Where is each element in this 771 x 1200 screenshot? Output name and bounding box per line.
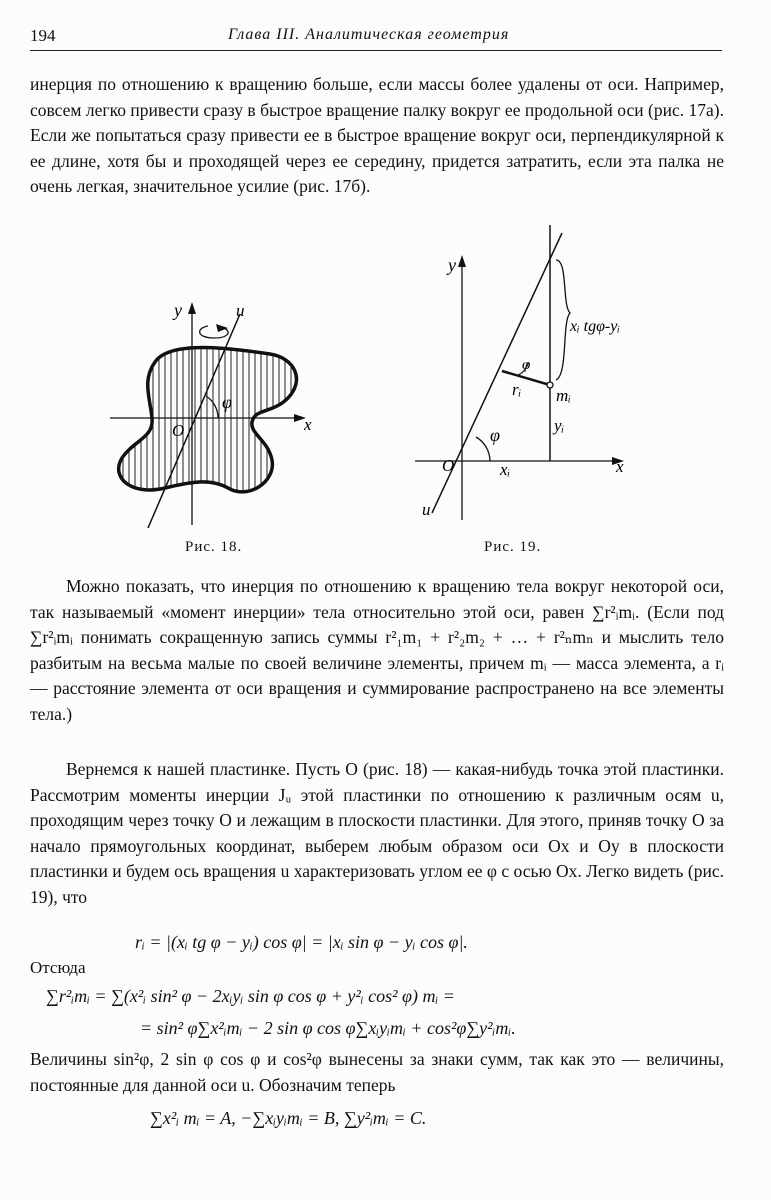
chapter-title: Глава III. Аналитическая геометрия <box>228 26 510 43</box>
label-otsyuda: Отсюда <box>30 958 86 977</box>
label-phi-top: φ <box>522 357 531 373</box>
page-header <box>30 24 722 51</box>
label-brace: xᵢ tgφ-yᵢ <box>570 318 620 335</box>
label-x: x <box>304 415 312 434</box>
paragraph-inertia-intro: инерция по отношению к вращению больше, если массы более удалены от оси. Например, совсем легко привести сразу в быстрое вращение палку вокруг ее продольной оси (рис. 17а). Если же попытаться сразу привести ее в быстрое вращение вокруг оси, перпендикулярной к ее длине, хотя бы и проходящей через ее середину, придется затратить, если эта палка не очень легкая, значительное усилие (рис. 17б). <box>30 74 724 196</box>
label-phi: φ <box>490 425 500 445</box>
equation-sum-result: = sin² φ∑x²ᵢmᵢ − 2 sin φ cos φ∑xᵢyᵢmᵢ + cos²φ∑y²ᵢmᵢ. <box>140 1018 516 1038</box>
paragraph-plate: Вернемся к нашей пластинке. Пусть O (рис. 18) — какая-нибудь точка этой пластинки. Рассмотрим моменты инерции Jᵤ этой пластинки по отношению к различным осям u, проходящим через точку O и лежащим в плоскости пластинки. Для этого, приняв точку O за начало прямоугольных координат, выберем любым образом оси Ox и Oy в плоскости пластинки и будем ось вращения u характеризовать углом ее φ с осью Ox. Легко видеть (рис. 19), что <box>30 759 724 907</box>
label-ri: rᵢ <box>512 380 522 399</box>
angle-arc-o <box>476 437 490 461</box>
equation-sum-expansion: ∑r²ᵢmᵢ = ∑(x²ᵢ sin² φ − 2xᵢyᵢ sin φ cos φ + y²ᵢ cos² φ) mᵢ = <box>46 986 455 1006</box>
paragraph-moment-of-inertia: Можно показать, что инерция по отношению к вращению тела вокруг некоторой оси, так называемый «момент инерции» тела относительно этой оси, равен ∑r²ᵢmᵢ. (Если под ∑r²ᵢmᵢ понимать сокращенную запись суммы r²₁m₁ + r²₂m₂ + … + r²ₙmₙ и мыслить тело разбитым на весьма малые по своей величине элементы, причем mᵢ — масса элемента, а rᵢ — расстояние элемента от оси вращения и суммирование распространено на все элементы тела.) <box>30 576 724 724</box>
caption-fig19: Рис. 19. <box>484 539 542 555</box>
label-u: u <box>236 301 245 320</box>
brace <box>556 260 570 380</box>
paragraph-constants: Величины sin²φ, 2 sin φ cos φ и cos²φ вынесены за знаки сумм, так как это — величины, постоянные для данной оси u. Обозначим теперь <box>30 1049 724 1095</box>
label-yi: yᵢ <box>554 416 565 435</box>
label-o: O <box>442 456 455 475</box>
label-y: y <box>448 255 456 275</box>
point-mi <box>547 382 553 388</box>
page-number: 194 <box>30 26 56 45</box>
label-o: O <box>172 421 185 440</box>
figure-19 <box>410 225 635 525</box>
caption-fig18: Рис. 18. <box>185 539 243 555</box>
label-y: y <box>174 300 182 320</box>
label-xi: xᵢ <box>500 460 511 479</box>
equation-definitions: ∑x²ᵢ mᵢ = A, −∑xᵢyᵢmᵢ = B, ∑y²ᵢmᵢ = C. <box>150 1108 427 1128</box>
equation-ri: rᵢ = |(xᵢ tg φ − yᵢ) cos φ| = |xᵢ sin φ − yᵢ cos φ|. <box>135 932 468 952</box>
perpendicular-ri <box>502 371 550 385</box>
figure-18 <box>110 290 325 535</box>
label-u: u <box>422 500 431 519</box>
plate-shape <box>119 348 297 492</box>
label-mi: mᵢ <box>556 386 571 405</box>
label-x: x <box>616 457 624 476</box>
label-phi: φ <box>222 392 232 412</box>
